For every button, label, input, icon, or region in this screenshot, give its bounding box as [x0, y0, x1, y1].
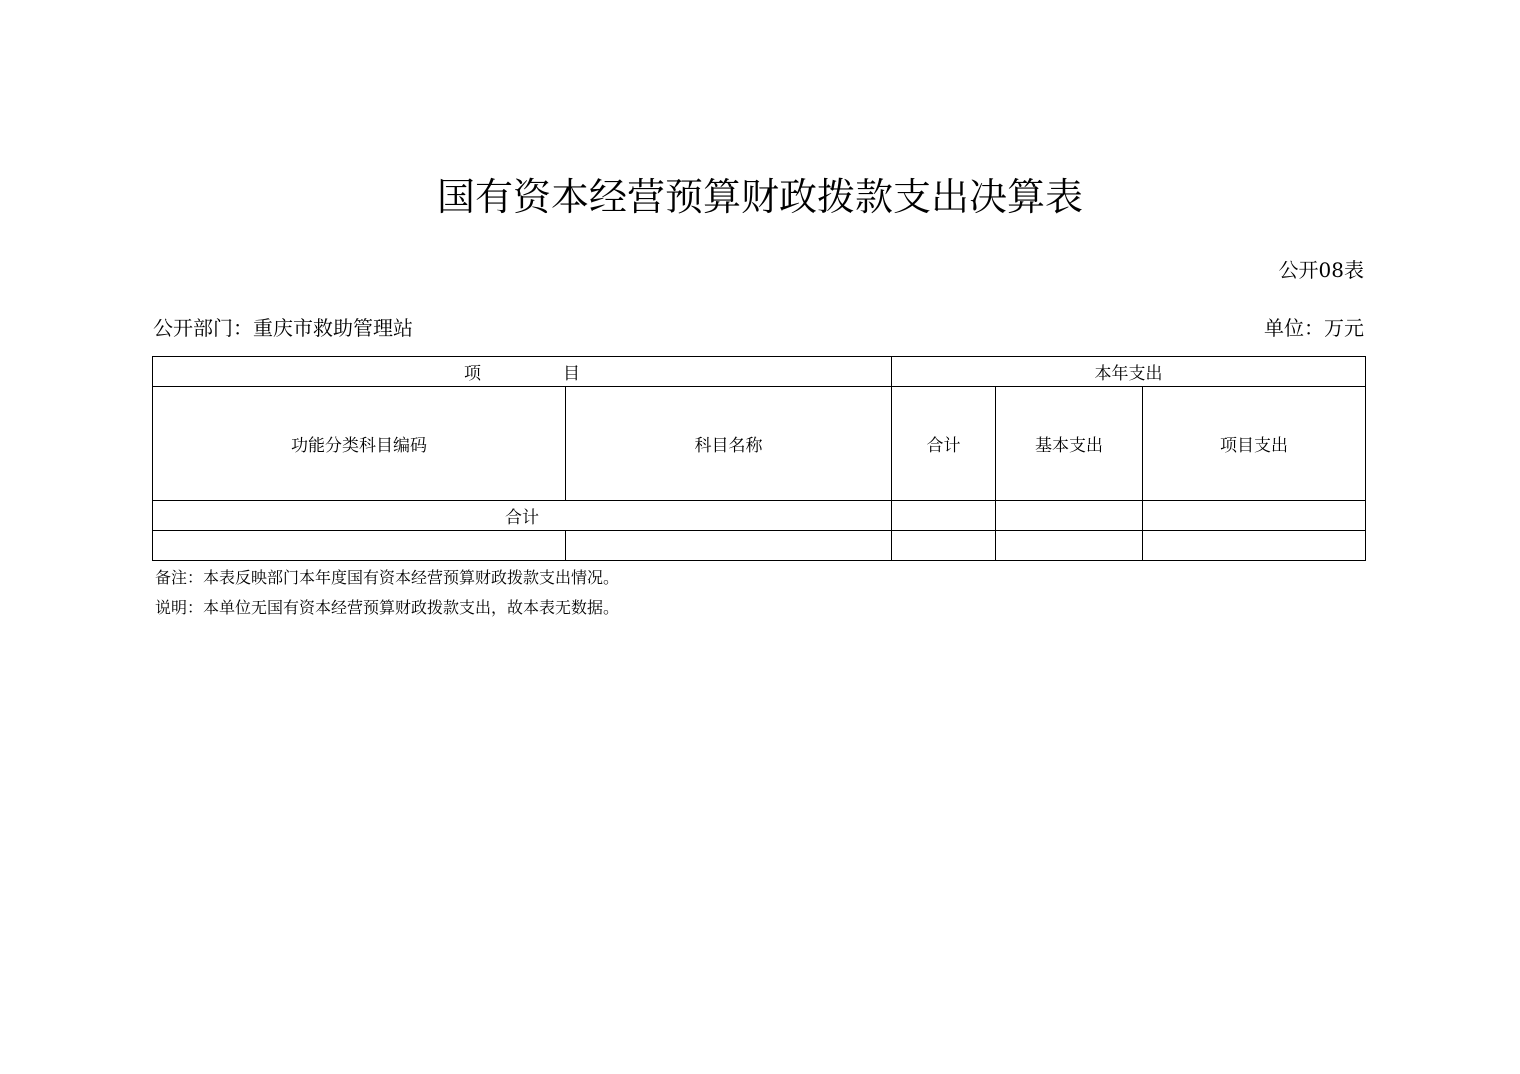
item-header-left: 项	[464, 364, 481, 384]
column-header-code: 功能分类科目编码	[153, 387, 566, 501]
table-code: 公开08表	[1278, 258, 1364, 282]
unit-label: 单位：万元	[1264, 316, 1364, 340]
column-header-total: 合计	[892, 387, 996, 501]
item-header-cell	[153, 357, 892, 387]
empty-name-cell	[566, 531, 892, 561]
column-header-basic: 基本支出	[996, 387, 1143, 501]
column-header-project: 项目支出	[1143, 387, 1366, 501]
empty-total-cell	[892, 531, 996, 561]
column-header-name: 科目名称	[566, 387, 892, 501]
meta-row	[153, 313, 1364, 343]
current-year-expense-header: 本年支出	[892, 357, 1366, 387]
notes	[155, 563, 619, 623]
empty-project-cell	[1143, 531, 1366, 561]
total-row	[153, 501, 1366, 531]
empty-basic-cell	[996, 531, 1143, 561]
total-row-basic-cell	[996, 501, 1143, 531]
header-row-2	[153, 387, 1366, 501]
explanation-note: 说明：本单位无国有资本经营预算财政拨款支出，故本表无数据。	[155, 598, 620, 617]
table-row	[153, 531, 1366, 561]
item-header-right: 目	[563, 364, 580, 384]
document-title: 国有资本经营预算财政拨款支出决算表	[436, 175, 1083, 219]
total-row-total-cell	[892, 501, 996, 531]
remark-note: 备注：本表反映部门本年度国有资本经营预算财政拨款支出情况。	[155, 568, 620, 587]
department-label: 公开部门：重庆市救助管理站	[153, 316, 413, 340]
total-row-label: 合计	[153, 501, 892, 531]
total-row-project-cell	[1143, 501, 1366, 531]
empty-code-cell	[153, 531, 566, 561]
header-row-1	[153, 357, 1366, 387]
budget-table	[152, 356, 1366, 561]
